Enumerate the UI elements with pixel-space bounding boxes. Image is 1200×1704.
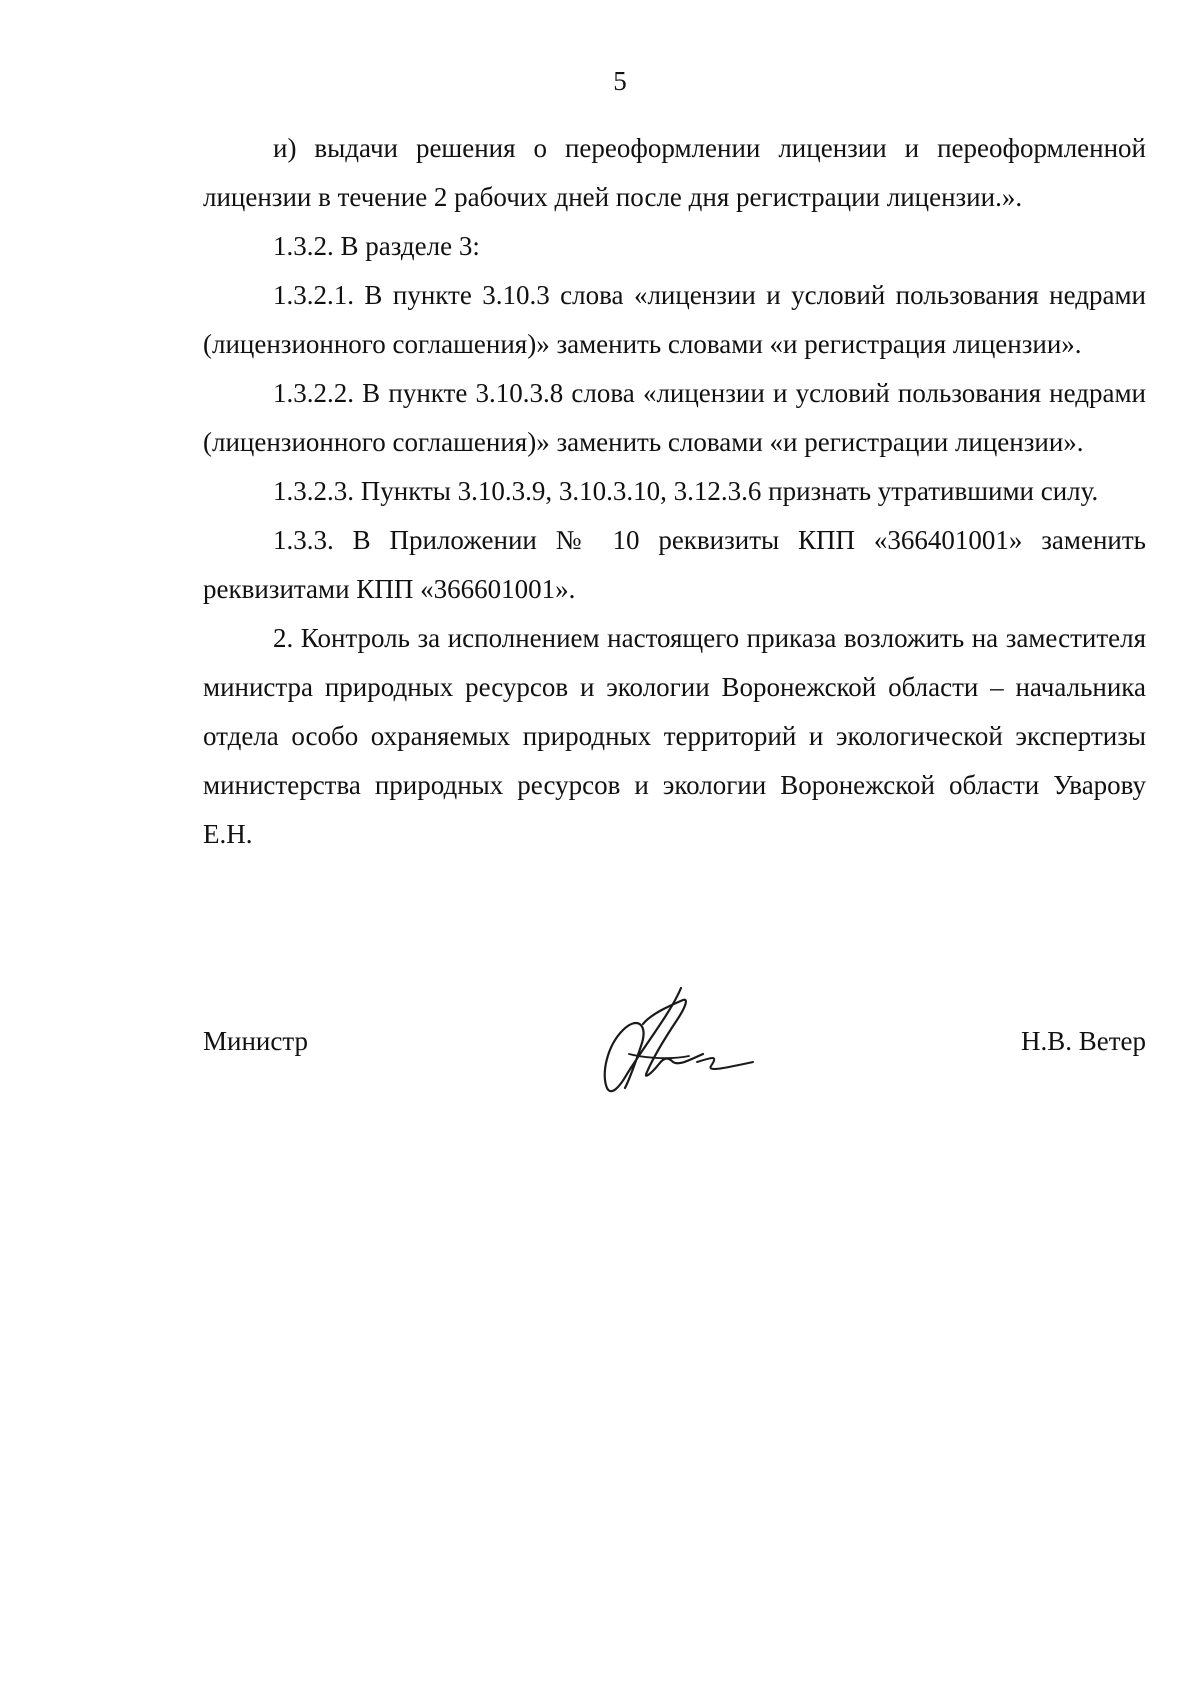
page-number: 5 xyxy=(613,66,627,96)
paragraph-2-control: 2. Контроль за исполнением настоящего приказа возложить на заместителя министра природных ресурсов и экологии Воронежской области – начальника отдела особо охраняемых природных территорий и экологической экспертизы министерства природных ресурсов и экологии Воронежской области Уварову Е.Н. xyxy=(203,623,1146,849)
paragraph-item-i: и) выдачи решения о переоформлении лицензии и переоформленной лицензии в течение 2 рабочих дней после дня регистрации лицензии.». xyxy=(203,133,1146,212)
paragraph-1-3-2: 1.3.2. В разделе 3: xyxy=(273,231,480,261)
paragraph-1-3-2-2: 1.3.2.2. В пункте 3.10.3.8 слова «лицензии и условий пользования недрами (лицензионного соглашения)» заменить словами «и регистрации лицензии». xyxy=(203,378,1146,457)
document-body xyxy=(203,124,1146,859)
paragraph-1-3-3: 1.3.3. В Приложении № 10 реквизиты КПП «366401001» заменить реквизитами КПП «366601001». xyxy=(203,525,1146,604)
handwritten-signature xyxy=(585,984,765,1104)
signatory-position: Министр xyxy=(203,1026,308,1056)
signatory-name: Н.В. Ветер xyxy=(1020,1026,1146,1056)
paragraph-1-3-2-1: 1.3.2.1. В пункте 3.10.3 слова «лицензии и условий пользования недрами (лицензионного соглашения)» заменить словами «и регистрация лицензии». xyxy=(203,280,1146,359)
signature-block xyxy=(203,1014,1146,1134)
paragraph-1-3-2-3: 1.3.2.3. Пункты 3.10.3.9, 3.10.3.10, 3.12.3.6 признать утратившими силу. xyxy=(273,476,1099,506)
